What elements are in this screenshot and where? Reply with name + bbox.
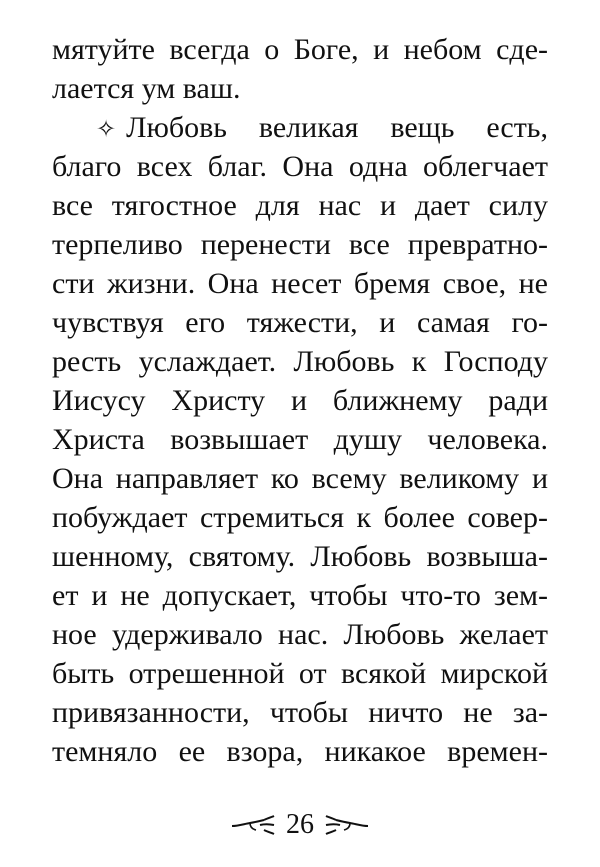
text-line: мятуйте всегда о Боге, и небом сде- — [52, 33, 548, 66]
text-line: Христа возвышает душу человека. — [52, 423, 548, 456]
text-line: терпеливо перенести все превратно- — [52, 228, 548, 261]
text-line: привязанности, чтобы ничто не за- — [52, 696, 548, 729]
text-line: побуждает стремиться к более совер- — [52, 501, 548, 534]
text-line: лается ум ваш. — [52, 72, 241, 105]
paragraph-start-line — [52, 108, 548, 147]
diamond-bullet-icon: ✧ — [96, 117, 117, 143]
right-flourish-ornament-icon — [324, 812, 370, 838]
text-line: все тягостное для нас и дает силу — [52, 189, 548, 222]
body-text — [52, 30, 548, 771]
text-line: чувствуя его тяжести, и самая го- — [52, 306, 548, 339]
text-line: Иисусу Христу и ближнему ради — [52, 384, 548, 417]
text-line: ресть услаждает. Любовь к Господу — [52, 345, 548, 378]
text-line: Любовь великая вещь есть, — [126, 111, 548, 144]
text-line: шенному, святому. Любовь возвыша- — [52, 540, 548, 573]
page-footer — [0, 805, 600, 845]
text-line: ет и не допускает, чтобы что-то зем- — [52, 579, 548, 612]
text-line: быть отрешенной от всякой мирской — [52, 657, 548, 690]
left-flourish-ornament-icon — [230, 812, 276, 838]
text-line: благо всех благ. Она одна облегчает — [52, 150, 548, 183]
text-line: сти жизни. Она несет бремя свое, не — [52, 267, 548, 300]
page-number: 26 — [286, 809, 314, 840]
text-line: ное удерживало нас. Любовь желает — [52, 618, 548, 651]
text-line: Она направляет ко всему великому и — [52, 462, 548, 495]
text-line: темняло ее взора, никакое времен- — [52, 735, 548, 768]
